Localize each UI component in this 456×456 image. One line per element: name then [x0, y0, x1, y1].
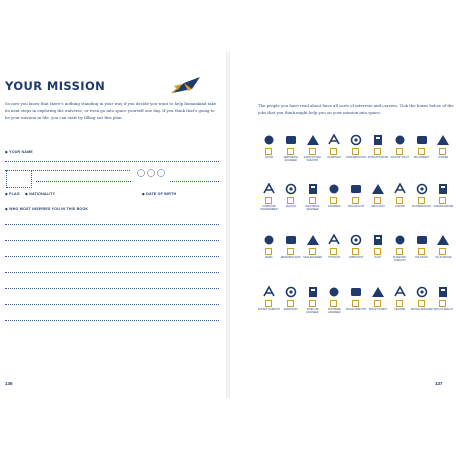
job-item: [258, 134, 280, 174]
job-checkbox[interactable]: [287, 148, 294, 155]
job-icon: [371, 234, 385, 246]
book-spread: [0, 52, 456, 398]
job-checkbox[interactable]: [309, 248, 316, 255]
job-checkbox[interactable]: [374, 197, 381, 204]
nationality-label-text: NATIONALITY: [29, 192, 56, 196]
job-icon: [306, 134, 320, 146]
job-item: [411, 234, 433, 274]
job-checkbox[interactable]: [396, 300, 403, 307]
job-checkbox[interactable]: [418, 300, 425, 307]
job-icon: [262, 286, 276, 298]
flag-field[interactable]: [6, 170, 32, 188]
job-item: [367, 286, 389, 326]
job-label: DOCTOR: [285, 206, 296, 208]
job-checkbox[interactable]: [439, 300, 446, 307]
job-checkbox[interactable]: [374, 148, 381, 155]
job-item: [389, 183, 411, 223]
job-icon: [436, 134, 450, 146]
job-icon: [306, 286, 320, 298]
job-item: [432, 183, 454, 223]
job-icon: [327, 183, 341, 195]
job-item: [345, 134, 367, 174]
job-item: [411, 183, 433, 223]
job-item: [411, 134, 433, 174]
job-label: PILOT: [374, 257, 382, 259]
job-label: SPACE SCIENTIST: [346, 309, 367, 311]
inspire-line-5[interactable]: [5, 288, 219, 289]
job-label: MEDIC: [265, 257, 273, 259]
job-checkbox[interactable]: [352, 148, 359, 155]
job-icon: [284, 134, 298, 146]
job-checkbox[interactable]: [265, 300, 272, 307]
dob-circles[interactable]: [137, 168, 167, 178]
job-label: DATA ANALYST: [347, 206, 365, 208]
job-checkbox[interactable]: [287, 248, 294, 255]
job-checkbox[interactable]: [439, 197, 446, 204]
job-label: ROBOTICIST: [283, 309, 298, 311]
job-item: [302, 234, 324, 274]
job-checkbox[interactable]: [309, 300, 316, 307]
right-page: [230, 52, 456, 398]
job-checkbox[interactable]: [374, 248, 381, 255]
inspire-line-3[interactable]: [5, 256, 219, 257]
job-item: [323, 234, 345, 274]
job-item: [432, 134, 454, 174]
job-icon: [327, 134, 341, 146]
nationality-field[interactable]: [36, 181, 131, 182]
job-label: MATHEMATICIAN: [412, 206, 431, 208]
job-item: [280, 183, 302, 223]
job-checkbox[interactable]: [396, 197, 403, 204]
job-label: GEOLOGIST: [371, 206, 385, 208]
job-checkbox[interactable]: [287, 197, 294, 204]
job-item: [323, 286, 345, 326]
job-checkbox[interactable]: [374, 300, 381, 307]
job-item: [280, 286, 302, 326]
job-label: TEXTILE DESIGNER: [410, 309, 433, 311]
job-item: [345, 234, 367, 274]
job-checkbox[interactable]: [309, 197, 316, 204]
job-icon: [415, 134, 429, 146]
job-item: [367, 134, 389, 174]
job-icon: [262, 134, 276, 146]
job-item: [389, 134, 411, 174]
job-label: METEOROLOGIST: [280, 257, 301, 259]
job-checkbox[interactable]: [396, 148, 403, 155]
job-checkbox[interactable]: [439, 248, 446, 255]
right-intro-text: The people you have read about have all sorts of interests and careers. Tick the boxes below of the jobs that you think might help you on your mission into space:: [258, 103, 454, 115]
job-label: COMPUTER PROGRAMMER: [260, 206, 278, 211]
inspire-line-2[interactable]: [5, 240, 219, 241]
job-item: [432, 286, 454, 326]
inspire-label-text: WHO MOST INSPIRES YOU IN THIS BOOK: [9, 207, 89, 211]
nationality-label: ◆ NATIONALITY: [25, 192, 56, 196]
job-icon: [349, 286, 363, 298]
job-item: [302, 134, 324, 174]
job-label: SCIENCE WRITER: [433, 206, 454, 208]
page-number-right: 137: [435, 381, 443, 386]
job-label: ASTROBIOLOGIST: [346, 157, 367, 159]
job-label: TEACHER: [394, 309, 406, 311]
job-label: ENGINEER: [328, 206, 341, 208]
job-icon: [436, 286, 450, 298]
job-label: DANCER: [438, 157, 449, 159]
job-item: [258, 234, 280, 274]
job-label: ASTRONAUT: [327, 157, 342, 159]
job-icon: [349, 183, 363, 195]
job-checkbox[interactable]: [265, 248, 272, 255]
page-number-left: 136: [5, 381, 13, 386]
job-label: POLITICIAN: [415, 257, 428, 259]
job-item: [367, 234, 389, 274]
job-item: [302, 286, 324, 326]
job-icon: [393, 286, 407, 298]
job-checkbox[interactable]: [287, 300, 294, 307]
inspire-line-4[interactable]: [5, 272, 219, 273]
job-icon: [306, 183, 320, 195]
job-icon: [306, 234, 320, 246]
job-item: [389, 286, 411, 326]
page-title: YOUR MISSION: [5, 79, 106, 93]
job-icon: [415, 286, 429, 298]
job-item: [323, 183, 345, 223]
job-checkbox[interactable]: [309, 148, 316, 155]
job-item: [367, 183, 389, 223]
job-label: AEROSPACE ENGINEER: [283, 157, 298, 162]
job-icon: [393, 183, 407, 195]
job-item: [389, 234, 411, 274]
job-label: ROBOTICIST: [349, 257, 364, 259]
job-icon: [284, 234, 298, 246]
job-item: [345, 183, 367, 223]
job-item: [258, 183, 280, 223]
intro-text: So now you know that there's nothing standing in your way if you decide you want to help humankind take its next steps in exploring the universe, or even go into space yourself one day. If you think that's going to be your mission in life, you can start by filling out this plan:: [5, 101, 217, 120]
job-label: VIRTUAL REALITY: [433, 309, 454, 311]
job-icon: [327, 286, 341, 298]
job-label: SPACE TOURIST: [368, 309, 388, 311]
job-checkbox[interactable]: [330, 248, 337, 255]
job-icon: [284, 286, 298, 298]
name-field[interactable]: [5, 161, 219, 162]
job-icon: [284, 183, 298, 195]
job-label: SCI-FI WRITER: [435, 257, 452, 259]
job-checkbox[interactable]: [330, 197, 337, 204]
job-item: [280, 134, 302, 174]
job-icon: [349, 234, 363, 246]
job-icon: [371, 134, 385, 146]
job-item: [280, 234, 302, 274]
job-label: ASTRO-PHYSICIST: [367, 157, 389, 159]
job-item: [258, 286, 280, 326]
job-label: BIO-CHEMIST: [414, 157, 430, 159]
job-label: AGRICULTURAL SCIENTIST: [303, 157, 322, 162]
job-icon: [349, 134, 363, 146]
inspire-line-7[interactable]: [5, 320, 219, 321]
job-label: ROCKET SCIENTIST: [257, 309, 281, 311]
job-checkbox[interactable]: [418, 197, 425, 204]
job-label: PLANETARY SCIENTIST: [393, 257, 407, 262]
job-label: SOFTWARE ENGINEER: [327, 309, 341, 314]
job-item: [432, 234, 454, 274]
job-label: AVIATOR / PILOT: [390, 157, 409, 159]
job-checkbox[interactable]: [396, 248, 403, 255]
job-checkbox[interactable]: [265, 197, 272, 204]
job-item: [411, 286, 433, 326]
job-checkbox[interactable]: [418, 248, 425, 255]
job-checkbox[interactable]: [265, 148, 272, 155]
job-checkbox[interactable]: [352, 197, 359, 204]
job-checkbox[interactable]: [352, 300, 359, 307]
job-checkbox[interactable]: [439, 148, 446, 155]
job-icon: [393, 234, 407, 246]
job-label: SATELLITE ENGINEER: [306, 309, 319, 314]
flag-label-text: FLAG: [9, 192, 20, 196]
rocket-icon: [170, 74, 202, 96]
left-page: [0, 52, 226, 398]
job-checkbox[interactable]: [418, 148, 425, 155]
name-label: ◆ YOUR NAME: [5, 150, 33, 154]
job-label: PHYSICIST: [328, 257, 341, 259]
job-label: ELECTRICAL ENGINEER: [305, 206, 320, 211]
job-icon: [262, 234, 276, 246]
dob-label: ◆ DATE OF BIRTH: [142, 192, 177, 196]
inspire-line-1[interactable]: [5, 224, 219, 225]
job-icon: [327, 234, 341, 246]
job-checkbox[interactable]: [330, 300, 337, 307]
job-icon: [436, 183, 450, 195]
flag-label: ◆ FLAG: [5, 192, 20, 196]
job-icon: [415, 183, 429, 195]
inspire-label: ◆ WHO MOST INSPIRES YOU IN THIS BOOK: [5, 207, 89, 211]
job-item: [302, 183, 324, 223]
dob-label-text: DATE OF BIRTH: [146, 192, 177, 196]
job-label: NASA ENGINEER: [303, 257, 322, 259]
job-icon: [436, 234, 450, 246]
job-icon: [415, 234, 429, 246]
job-checkbox[interactable]: [330, 148, 337, 155]
job-icon: [371, 183, 385, 195]
job-icon: [371, 286, 385, 298]
name-label-text: YOUR NAME: [9, 150, 33, 154]
inspire-line-6[interactable]: [5, 304, 219, 305]
job-item: [323, 134, 345, 174]
job-label: ACTOR: [265, 157, 273, 159]
job-icon: [262, 183, 276, 195]
dob-field[interactable]: [170, 181, 219, 182]
job-checkbox[interactable]: [352, 248, 359, 255]
job-icon: [393, 134, 407, 146]
job-item: [345, 286, 367, 326]
job-label: LAWYER: [394, 206, 405, 208]
